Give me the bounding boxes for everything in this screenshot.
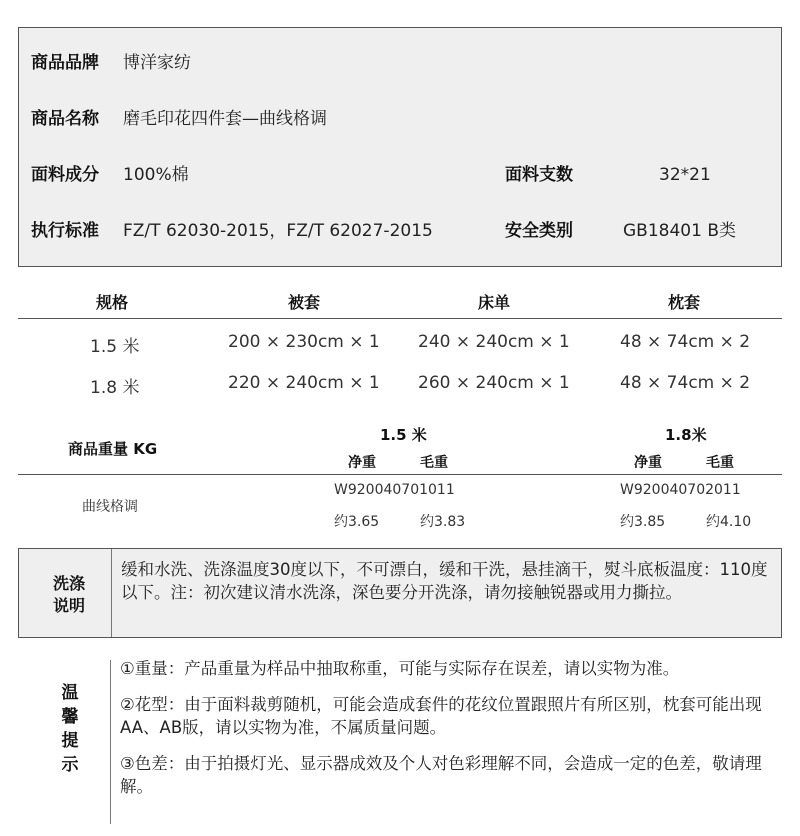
wash-text: 缓和水洗、洗涤温度30度以下，不可漂白，缓和干洗，悬挂滴干，熨斗底板温度：110度以下。注：初次建议清水洗涤，深色要分开洗涤，请勿接触锐器或用力撕拉。	[121, 560, 768, 602]
tips-title-char: 示	[61, 755, 79, 775]
spec-header-sheet: 床单	[478, 293, 511, 312]
weight-title: 商品重量 KG	[68, 440, 158, 458]
tip-pattern: ②花型：由于面料裁剪随机，可能会造成套件的花纹位置跟照片有所区别，枕套可能出现AA、AB版，请以实物为准，不属质量问题。	[120, 695, 762, 737]
tips-panel	[18, 660, 782, 824]
weight-size-a: 1.5 米	[380, 426, 427, 444]
gross-weight-label-a: 毛重	[420, 455, 448, 471]
net-weight-a: 约3.65	[334, 514, 380, 530]
safety-value: GB18401 B类	[623, 221, 736, 241]
spec-header-duvet: 被套	[288, 293, 321, 312]
product-code-b: W920040702011	[620, 482, 741, 498]
fabric-value: 100%棉	[123, 165, 189, 185]
tips-title-char: 温	[61, 683, 79, 703]
tip-color: ③色差：由于拍摄灯光、显示器成效及个人对色彩理解不同，会造成一定的色差，敬请理解。	[120, 754, 762, 796]
wash-divider	[111, 549, 112, 637]
brand-label: 商品品牌	[31, 53, 99, 73]
gross-weight-label-b: 毛重	[706, 455, 734, 471]
weight-product-name: 曲线格调	[82, 499, 138, 515]
product-code-a: W920040701011	[334, 482, 455, 498]
spec-cell: 260 × 240cm × 1	[418, 373, 570, 393]
standard-value: FZ/T 62030-2015，FZ/T 62027-2015	[123, 221, 433, 241]
net-weight-label-b: 净重	[634, 455, 662, 471]
tips-title-char: 提	[61, 731, 79, 751]
spec-cell: 220 × 240cm × 1	[228, 373, 380, 393]
tips-title	[60, 682, 80, 776]
spec-header-size: 规格	[96, 293, 129, 312]
gross-weight-a: 约3.83	[420, 514, 466, 530]
safety-label: 安全类别	[505, 221, 573, 241]
wash-title-line: 说明	[52, 596, 85, 615]
standard-label: 执行标准	[31, 221, 99, 241]
spec-divider	[18, 318, 782, 319]
spec-cell: 200 × 230cm × 1	[228, 332, 380, 352]
net-weight-b: 约3.85	[620, 514, 666, 530]
spec-cell: 1.5 米	[90, 337, 140, 357]
spec-cell: 48 × 74cm × 2	[620, 332, 751, 352]
spec-header-pillowcase: 枕套	[668, 293, 701, 312]
fabric-label: 面料成分	[31, 165, 99, 185]
spec-cell: 240 × 240cm × 1	[418, 332, 570, 352]
tips-title-char: 馨	[61, 707, 79, 727]
yarn-count-label: 面料支数	[505, 165, 573, 185]
spec-cell: 1.8 米	[90, 378, 140, 398]
yarn-count-value: 32*21	[659, 165, 711, 185]
product-info-panel	[18, 27, 782, 267]
wash-title	[49, 573, 89, 617]
wash-title-line: 洗涤	[52, 574, 85, 593]
tip-weight: ①重量：产品重量为样品中抽取称重，可能与实际存在误差，请以实物为准。	[120, 659, 680, 678]
spec-cell: 48 × 74cm × 2	[620, 373, 751, 393]
gross-weight-b: 约4.10	[706, 514, 752, 530]
brand-value: 博洋家纺	[123, 53, 191, 73]
name-value: 磨毛印花四件套—曲线格调	[123, 109, 327, 129]
weight-divider	[18, 474, 782, 475]
wash-instructions-panel	[18, 548, 782, 638]
tips-divider	[110, 660, 111, 824]
net-weight-label-a: 净重	[348, 455, 376, 471]
name-label: 商品名称	[31, 109, 99, 129]
weight-size-b: 1.8米	[665, 426, 707, 444]
